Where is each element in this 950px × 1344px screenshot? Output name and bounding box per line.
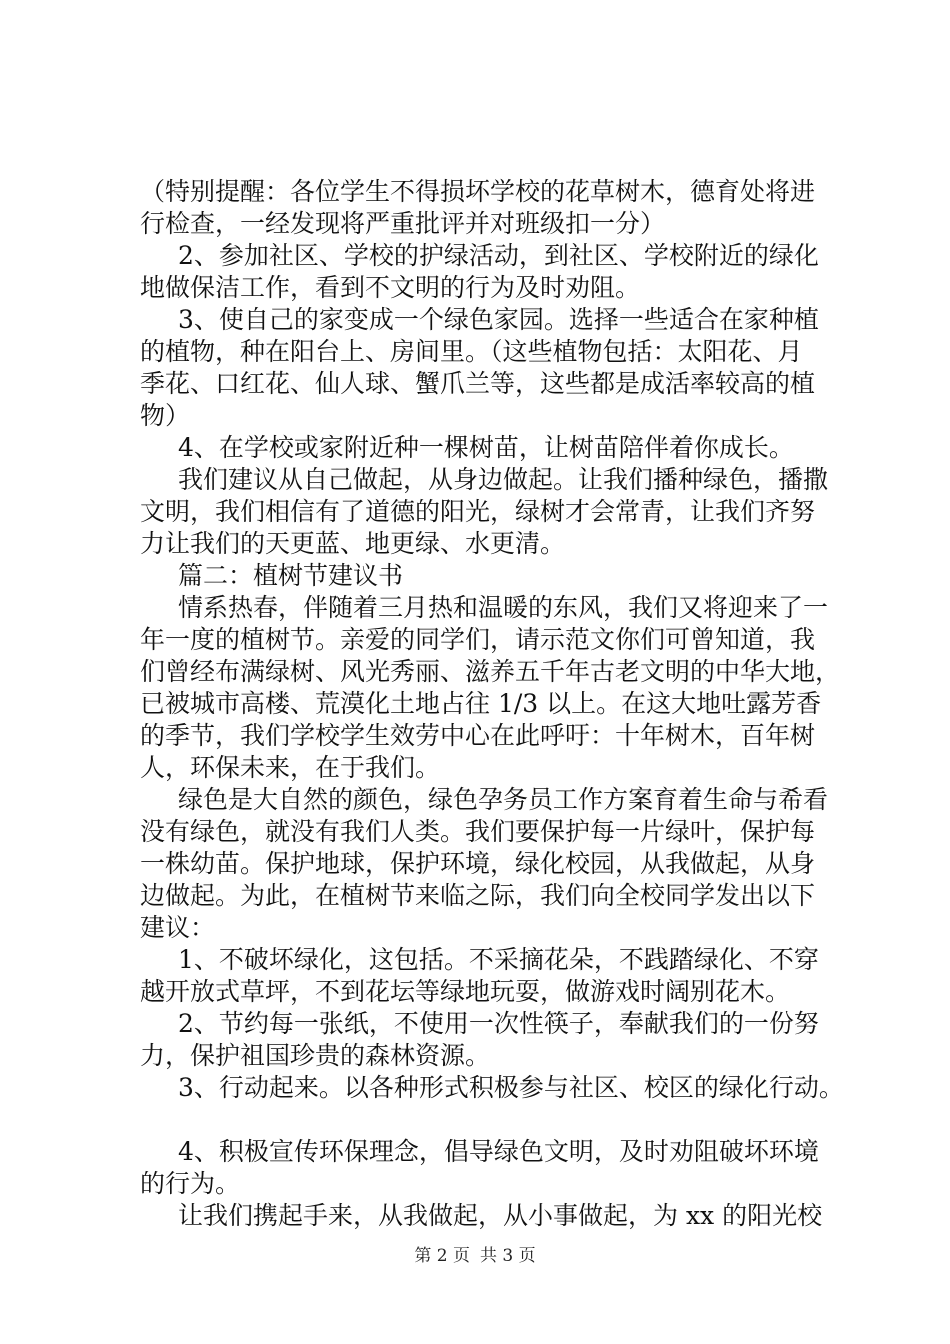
text-line: 4、在学校或家附近种一棵树苗，让树苗陪伴着你成长。 — [178, 433, 794, 462]
text-line: 让我们携起手来，从我做起，从小事做起，为 xx 的阳光校 — [178, 1201, 823, 1230]
text-line: 年一度的植树节。亲爱的同学们，请示范文你们可曾知道，我 — [140, 625, 816, 654]
text-line: 的季节，我们学校学生效劳中心在此呼吁：十年树木，百年树 — [140, 721, 816, 750]
text-line: 季花、口红花、仙人球、蟹爪兰等，这些都是成活率较高的植 — [140, 369, 816, 398]
text-line: 地做保洁工作，看到不文明的行为及时劝阻。 — [140, 273, 641, 302]
text-line: 情系热春，伴随着三月热和温暖的东风，我们又将迎来了一 — [178, 593, 829, 622]
text-line: （特别提醒：各位学生不得损坏学校的花草树木，德育处将进 — [140, 177, 816, 206]
text-line: 力，保护祖国珍贵的森林资源。 — [140, 1041, 491, 1070]
text-line: 3、使自己的家变成一个绿色家园。选择一些适合在家种植 — [178, 305, 819, 334]
text-line: 的植物，种在阳台上、房间里。（这些植物包括：太阳花、月 — [140, 337, 803, 366]
text-line: 没有绿色，就没有我们人类。我们要保护每一片绿叶，保护每 — [140, 817, 816, 846]
page-total: 共 3 页 — [480, 1246, 536, 1266]
section-heading: 篇二：植树节建议书 — [178, 561, 404, 590]
page-number: 第 2 页 — [414, 1246, 470, 1266]
text-line: 力让我们的天更蓝、地更绿、水更清。 — [140, 529, 566, 558]
text-line: 绿色是大自然的颜色，绿色孕务员工作方案育着生命与希看 — [178, 785, 829, 814]
text-line: 我们建议从自己做起，从身边做起。让我们播种绿色，播撒 — [178, 465, 829, 494]
text-line: 们曾经布满绿树、风光秀丽、滋养五千年古老文明的中华大地， — [140, 657, 841, 686]
document-body — [140, 176, 844, 1232]
blank-line — [140, 1104, 840, 1136]
text-line: 人，环保未来，在于我们。 — [140, 753, 441, 782]
text-line: 3、行动起来。以各种形式积极参与社区、校区的绿化行动。 — [178, 1073, 844, 1102]
text-line: 2、参加社区、学校的护绿活动，到社区、学校附近的绿化 — [178, 241, 819, 270]
text-line: 建议： — [140, 913, 216, 942]
text-line: 物） — [140, 401, 191, 430]
text-line: 已被城市高楼、荒漠化土地占往 1/3 以上。在这大地吐露芳香 — [140, 689, 822, 718]
text-line: 2、节约每一张纸，不使用一次性筷子，奉献我们的一份努 — [178, 1009, 819, 1038]
text-line: 边做起。为此，在植树节来临之际，我们向全校同学发出以下 — [140, 881, 816, 910]
text-line: 1、不破坏绿化，这包括。不采摘花朵，不践踏绿化、不穿 — [178, 945, 819, 974]
text-line: 行检查，一经发现将严重批评并对班级扣一分） — [140, 209, 666, 238]
text-line: 4、积极宣传环保理念，倡导绿色文明，及时劝阻破坏环境 — [178, 1137, 819, 1166]
text-line: 越开放式草坪，不到花坛等绿地玩耍，做游戏时阔别花木。 — [140, 977, 791, 1006]
text-line: 文明，我们相信有了道德的阳光，绿树才会常青，让我们齐努 — [140, 497, 816, 526]
text-line: 一株幼苗。保护地球，保护环境，绿化校园，从我做起，从身 — [140, 849, 816, 878]
text-line: 的行为。 — [140, 1169, 241, 1198]
page-footer — [0, 1246, 950, 1266]
